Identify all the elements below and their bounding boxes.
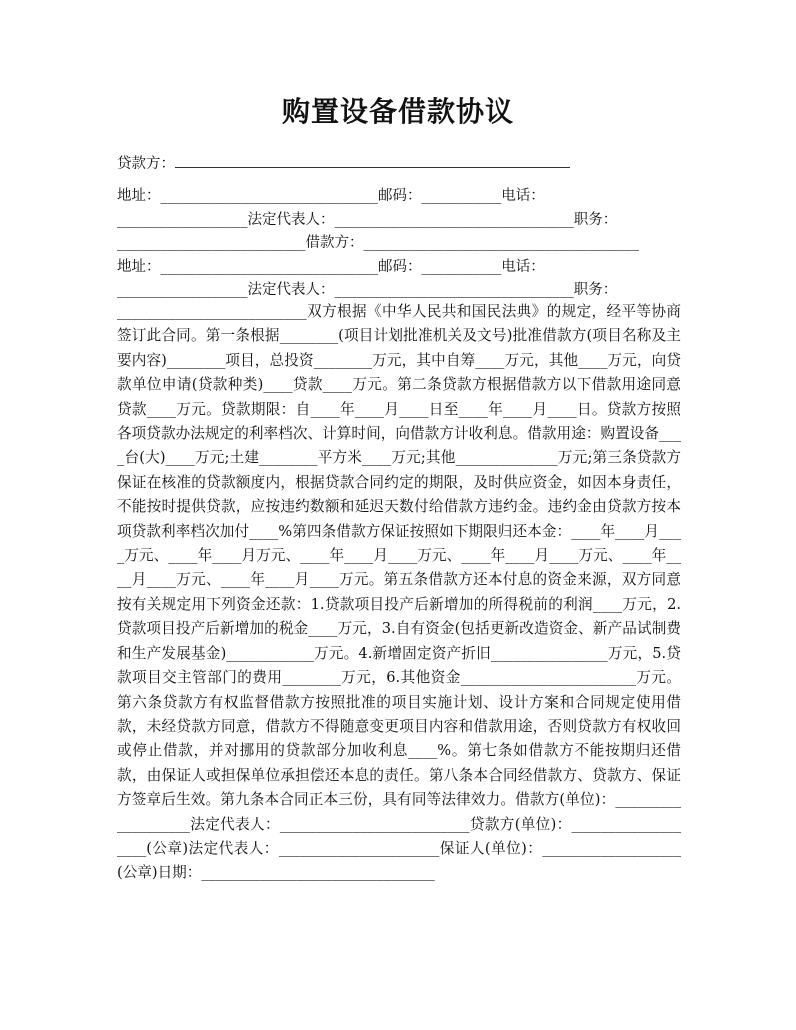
lender-blank — [175, 153, 570, 168]
document-title: 购置设备借款协议 — [281, 95, 514, 128]
borrower-address-line: 地址：______________________________邮码：___________电话： — [117, 259, 545, 275]
borrower-representative-line: __________________法定代表人：_________________________________职务： — [117, 282, 618, 298]
contract-body: __________________________双方根据《中华人民共和国民法典》的规定，经平等协商签订此合同。第一条根据________(项目计划批准机关及文号)批准借款方(项目名称及主要内容)________项目，总投资________万元，其中自筹____万元，其他____万元，向贷款单位申请(贷款种类)____贷款____万元。第二条贷款方根据借款方以下借款用途同意贷款____万元。贷款期限：自____年____月____日至____年____月____日。贷款方按照各项贷款办法规定的利率档次、计算时间，向借款方计收利息。借款用途：购置设备____台(大)____万元;土建________平方米____万元;其他______________万元;第三条贷款方保证在核准的贷款额度内，根据贷款合同约定的期限，及时供应资金，如因本身责任，不能按时提供贷款，应按违约数额和延迟天数付给借款方违约金。违约金由贷款方按本项贷款利率档次加付____%第四条借款方保证按照如下期限归还本金：____年____月____万元、____年____月万元、____年____月____万元、____年____月____万元、____年____月____万元、____年____月____万元。第五条借款方还本付息的资金来源，双方同意按有关规定用下列资金还款：1.贷款项目投产后新增加的所得税前的利润____万元，2.贷款项目投产后新增加的税金____万元，3.自有资金(包括更新改造资金、新产品试制费和生产发展基金)____________万元。4.新增固定资产折旧________________万元，5.贷款项目交主管部门的费用________万元，6.其他资金________________________万元。第六条贷款方有权监督借款方按照批准的项目实施计划、设计方案和合同规定使用借款，未经贷款方同意，借款方不得随意变更项目内容和借款用途，否则贷款方有权收回或停止借款，并对挪用的贷款部分加收利息____%。第七条如借款方不能按期归还借款，由保证人或担保单位承担偿还本息的责任。第八条本合同经借款方、贷款方、保证方签章后生效。第九条本合同正本三份，具有同等法律效力。借款方(单位)：___________________法定代表人：__________________________贷款方(单位)：___________________(公章)法定代表人：______________________保证人(单位)：___________________(公章)日期：________________________________ — [117, 303, 681, 882]
lender-address-line: 地址：______________________________邮码：___________电话： — [117, 188, 545, 204]
lender-label: 贷款方： — [117, 156, 175, 172]
borrower-line: __________________________借款方：______________________________________ — [117, 235, 639, 251]
lender-line — [117, 152, 570, 173]
lender-representative-line: __________________法定代表人：_________________________________职务： — [117, 212, 618, 228]
